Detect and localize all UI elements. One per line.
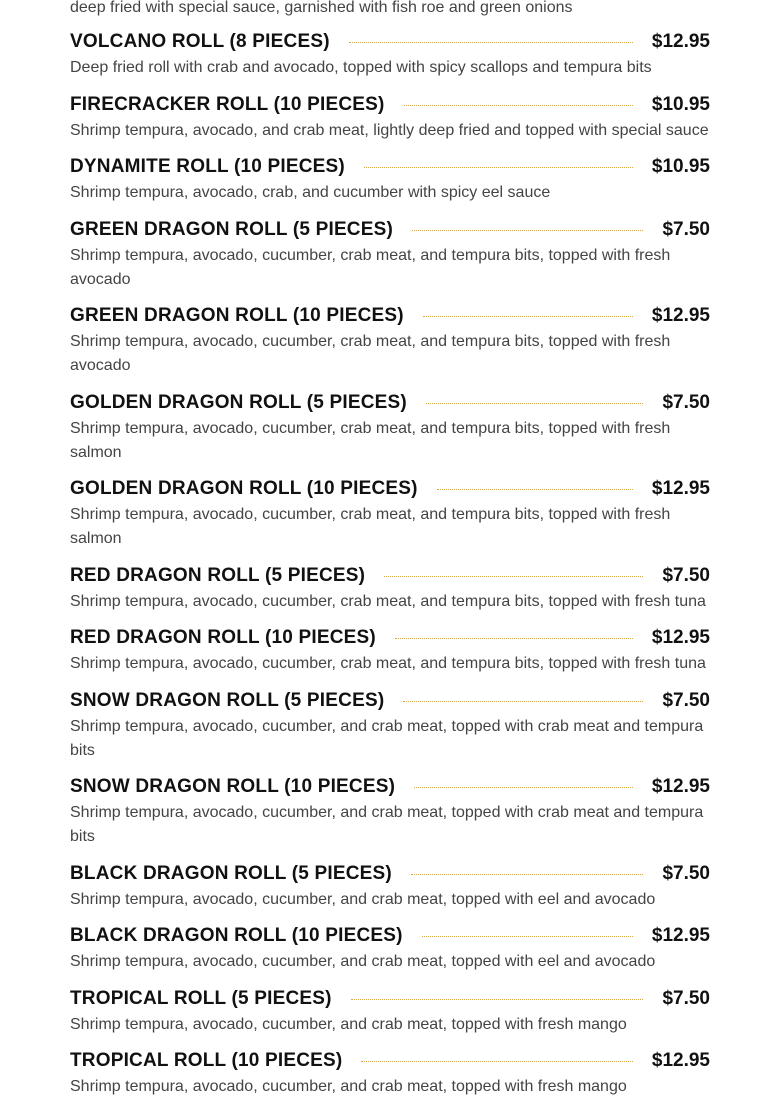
item-price: $7.50	[662, 219, 710, 240]
dotted-leader	[437, 489, 633, 490]
dotted-leader	[414, 787, 633, 788]
item-price: $12.95	[651, 31, 710, 52]
item-name: RED DRAGON ROLL (5 PIECES)	[70, 565, 366, 586]
item-price: $7.50	[662, 988, 710, 1009]
dotted-leader	[384, 576, 643, 577]
item-description: Shrimp tempura, avocado, cucumber, and crab meat, topped with eel and avocado	[70, 953, 656, 970]
menu-item	[70, 774, 710, 849]
menu-item	[70, 923, 710, 974]
item-description: Deep fried roll with crab and avocado, topped with spicy scallops and tempura bits	[70, 59, 652, 76]
menu-item	[70, 303, 710, 378]
item-description: Shrimp tempura, avocado, and crab meat, lightly deep fried and topped with special sauce	[70, 122, 709, 139]
item-price: $12.95	[651, 305, 710, 326]
item-name: GREEN DRAGON ROLL (5 PIECES)	[70, 219, 394, 240]
item-name: BLACK DRAGON ROLL (5 PIECES)	[70, 863, 392, 884]
item-name: RED DRAGON ROLL (10 PIECES)	[70, 627, 376, 648]
item-price: $7.50	[662, 690, 710, 711]
item-description: Shrimp tempura, avocado, cucumber, crab meat, and tempura bits, topped with fresh avocado	[70, 333, 671, 374]
menu-item	[70, 390, 710, 465]
menu-item	[70, 154, 710, 205]
item-description: Shrimp tempura, avocado, crab, and cucumber with spicy eel sauce	[70, 184, 551, 201]
item-description: Shrimp tempura, avocado, cucumber, crab meat, and tempura bits, topped with fresh tuna	[70, 593, 706, 610]
dotted-leader	[404, 105, 633, 106]
item-name: SNOW DRAGON ROLL (10 PIECES)	[70, 776, 396, 797]
item-description: Shrimp tempura, avocado, cucumber, and crab meat, topped with fresh mango	[70, 1016, 627, 1033]
item-price: $10.95	[651, 156, 710, 177]
dotted-leader	[351, 999, 644, 1000]
menu-item	[70, 688, 710, 763]
item-description: Shrimp tempura, avocado, cucumber, and crab meat, topped with eel and avocado	[70, 891, 656, 908]
item-price: $12.95	[651, 925, 710, 946]
item-name: TROPICAL ROLL (10 PIECES)	[70, 1050, 343, 1071]
item-name: GOLDEN DRAGON ROLL (5 PIECES)	[70, 392, 407, 413]
menu-item	[70, 92, 710, 143]
item-description: Shrimp tempura, avocado, cucumber, and crab meat, topped with crab meat and tempura bits	[70, 804, 704, 845]
menu-item	[70, 217, 710, 292]
dotted-leader	[411, 874, 644, 875]
dotted-leader	[426, 403, 644, 404]
menu-item	[70, 986, 710, 1037]
dotted-leader	[364, 167, 633, 168]
dotted-leader	[422, 936, 633, 937]
item-name: VOLCANO ROLL (8 PIECES)	[70, 31, 330, 52]
item-price: $12.95	[651, 478, 710, 499]
dotted-leader	[361, 1061, 632, 1062]
item-description: Shrimp tempura, avocado, cucumber, and crab meat, topped with crab meat and tempura bits	[70, 718, 704, 759]
item-description: Shrimp tempura, avocado, cucumber, and crab meat, topped with fresh mango	[70, 1078, 627, 1095]
item-name: BLACK DRAGON ROLL (10 PIECES)	[70, 925, 403, 946]
item-description: Shrimp tempura, avocado, cucumber, crab meat, and tempura bits, topped with fresh avocado	[70, 247, 671, 288]
dotted-leader	[423, 316, 633, 317]
item-price: $12.95	[651, 776, 710, 797]
dotted-leader	[349, 42, 633, 43]
menu-item	[70, 29, 710, 80]
item-name: GOLDEN DRAGON ROLL (10 PIECES)	[70, 478, 418, 499]
item-price: $7.50	[662, 565, 710, 586]
item-name: TROPICAL ROLL (5 PIECES)	[70, 988, 332, 1009]
menu-item	[70, 1048, 710, 1099]
item-price: $10.95	[651, 94, 710, 115]
menu-item	[70, 861, 710, 912]
item-price: $7.50	[662, 863, 710, 884]
item-description: Shrimp tempura, avocado, cucumber, crab meat, and tempura bits, topped with fresh tuna	[70, 655, 706, 672]
item-name: FIRECRACKER ROLL (10 PIECES)	[70, 94, 385, 115]
menu-item	[70, 476, 710, 551]
item-name: GREEN DRAGON ROLL (10 PIECES)	[70, 305, 404, 326]
item-description: Shrimp tempura, avocado, cucumber, crab meat, and tempura bits, topped with fresh salmon	[70, 420, 671, 461]
menu-item	[70, 625, 710, 676]
dotted-leader	[403, 701, 643, 702]
menu-item	[70, 563, 710, 614]
item-description: Shrimp tempura, avocado, cucumber, crab meat, and tempura bits, topped with fresh salmon	[70, 506, 671, 547]
item-price: $7.50	[662, 392, 710, 413]
dotted-leader	[395, 638, 633, 639]
item-price: $12.95	[651, 1050, 710, 1071]
item-description: deep fried with special sauce, garnished with fish roe and green onions	[70, 0, 573, 16]
dotted-leader	[412, 230, 643, 231]
item-name: SNOW DRAGON ROLL (5 PIECES)	[70, 690, 385, 711]
item-name: DYNAMITE ROLL (10 PIECES)	[70, 156, 345, 177]
item-price: $12.95	[651, 627, 710, 648]
